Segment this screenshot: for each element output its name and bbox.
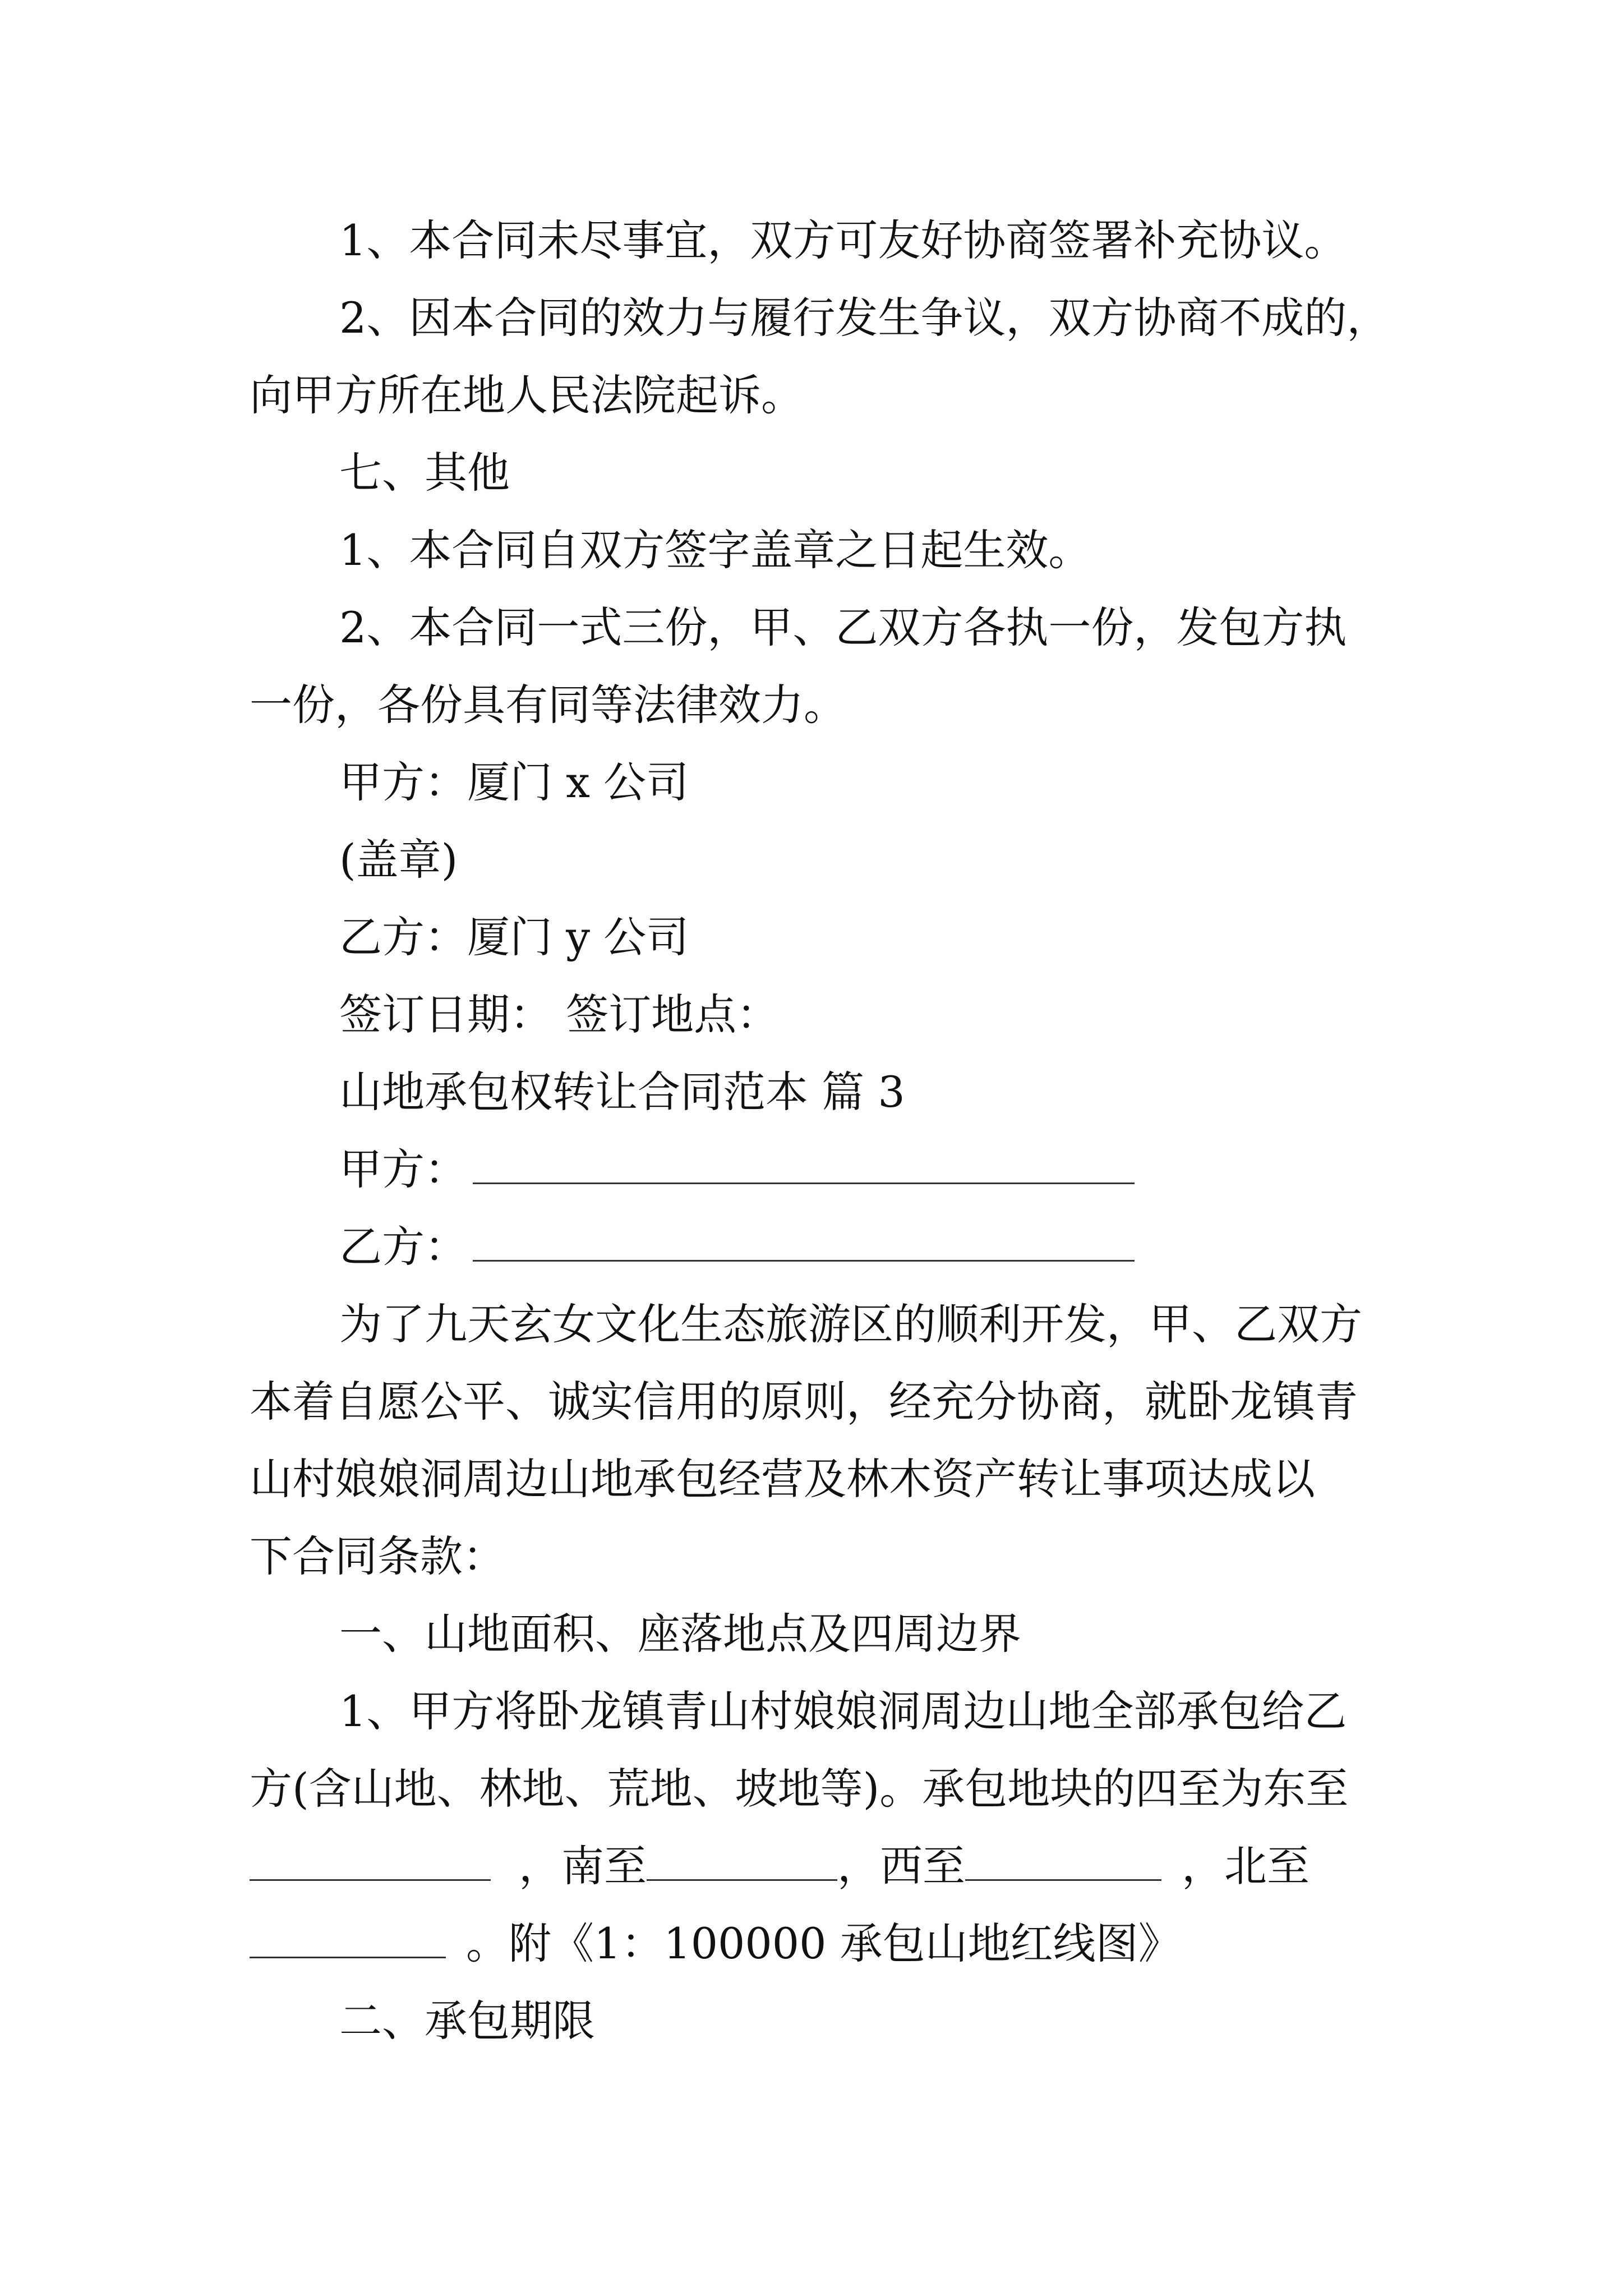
clause-2-dispute-line1: 2、因本合同的效力与履行发生争议，双方协商不成的， [339, 293, 1390, 343]
party-b-label: 乙方： [339, 1222, 467, 1272]
section-1-heading: 一、山地面积、座落地点及四周边界 [339, 1609, 1021, 1659]
preamble-line4: 下合同条款： [250, 1531, 505, 1581]
preamble-line1: 为了九天玄女文化生态旅游区的顺利开发，甲、乙双方 [339, 1299, 1362, 1349]
preamble-line3: 山村娘娘洞周边山地承包经营及林木资产转让事项达成以 [250, 1454, 1315, 1504]
party-a-signature: 甲方：厦门 x 公司 [339, 757, 689, 807]
clause-land-line2: 方(含山地、林地、荒地、坡地等)。承包地块的四至为东至 [250, 1764, 1349, 1814]
attachment-text: 。附《1：100000 承包山地红线图》 [466, 1918, 1181, 1968]
clause-2-dispute-line2: 向甲方所在地人民法院起诉。 [250, 370, 804, 420]
section-2-heading: 二、承包期限 [339, 1996, 595, 2046]
section-7-heading: 七、其他 [339, 448, 510, 498]
sign-date-place: 签订日期： 签订地点： [339, 990, 780, 1039]
document-page [250, 202, 1388, 2060]
north-boundary-blank [250, 1923, 446, 1958]
clause-land-line1: 1、甲方将卧龙镇青山村娘娘洞周边山地全部承包给乙 [339, 1686, 1347, 1736]
party-b-blank [473, 1226, 1135, 1262]
clause-1-supplement: 1、本合同未尽事宜，双方可友好协商签署补充协议。 [339, 215, 1347, 265]
party-a-label: 甲方： [339, 1144, 467, 1194]
east-boundary-blank [250, 1846, 491, 1881]
attachment-line [250, 1905, 1388, 1982]
party-a-line [250, 1131, 1388, 1208]
clause-effective: 1、本合同自双方签字盖章之日起生效。 [339, 525, 1091, 575]
south-label: ，南至 [519, 1841, 647, 1891]
clause-copies-line1: 2、本合同一式三份，甲、乙双方各执一份，发包方执 [339, 602, 1347, 652]
party-a-blank [473, 1149, 1135, 1184]
preamble-line2: 本着自愿公平、诚实信用的原则，经充分协商，就卧龙镇青 [250, 1377, 1358, 1427]
south-boundary-blank [647, 1846, 837, 1881]
west-label: ，西至 [837, 1841, 965, 1891]
clause-copies-line2: 一份，各份具有同等法律效力。 [250, 680, 846, 730]
contract-title: 山地承包权转让合同范本 篇 3 [339, 1067, 905, 1117]
party-b-signature: 乙方：厦门 y 公司 [339, 912, 689, 962]
boundary-line [250, 1828, 1388, 1905]
seal-note: (盖章) [339, 835, 458, 885]
west-boundary-blank [965, 1846, 1161, 1881]
party-b-line [250, 1208, 1388, 1286]
north-label: ，北至 [1182, 1841, 1310, 1891]
